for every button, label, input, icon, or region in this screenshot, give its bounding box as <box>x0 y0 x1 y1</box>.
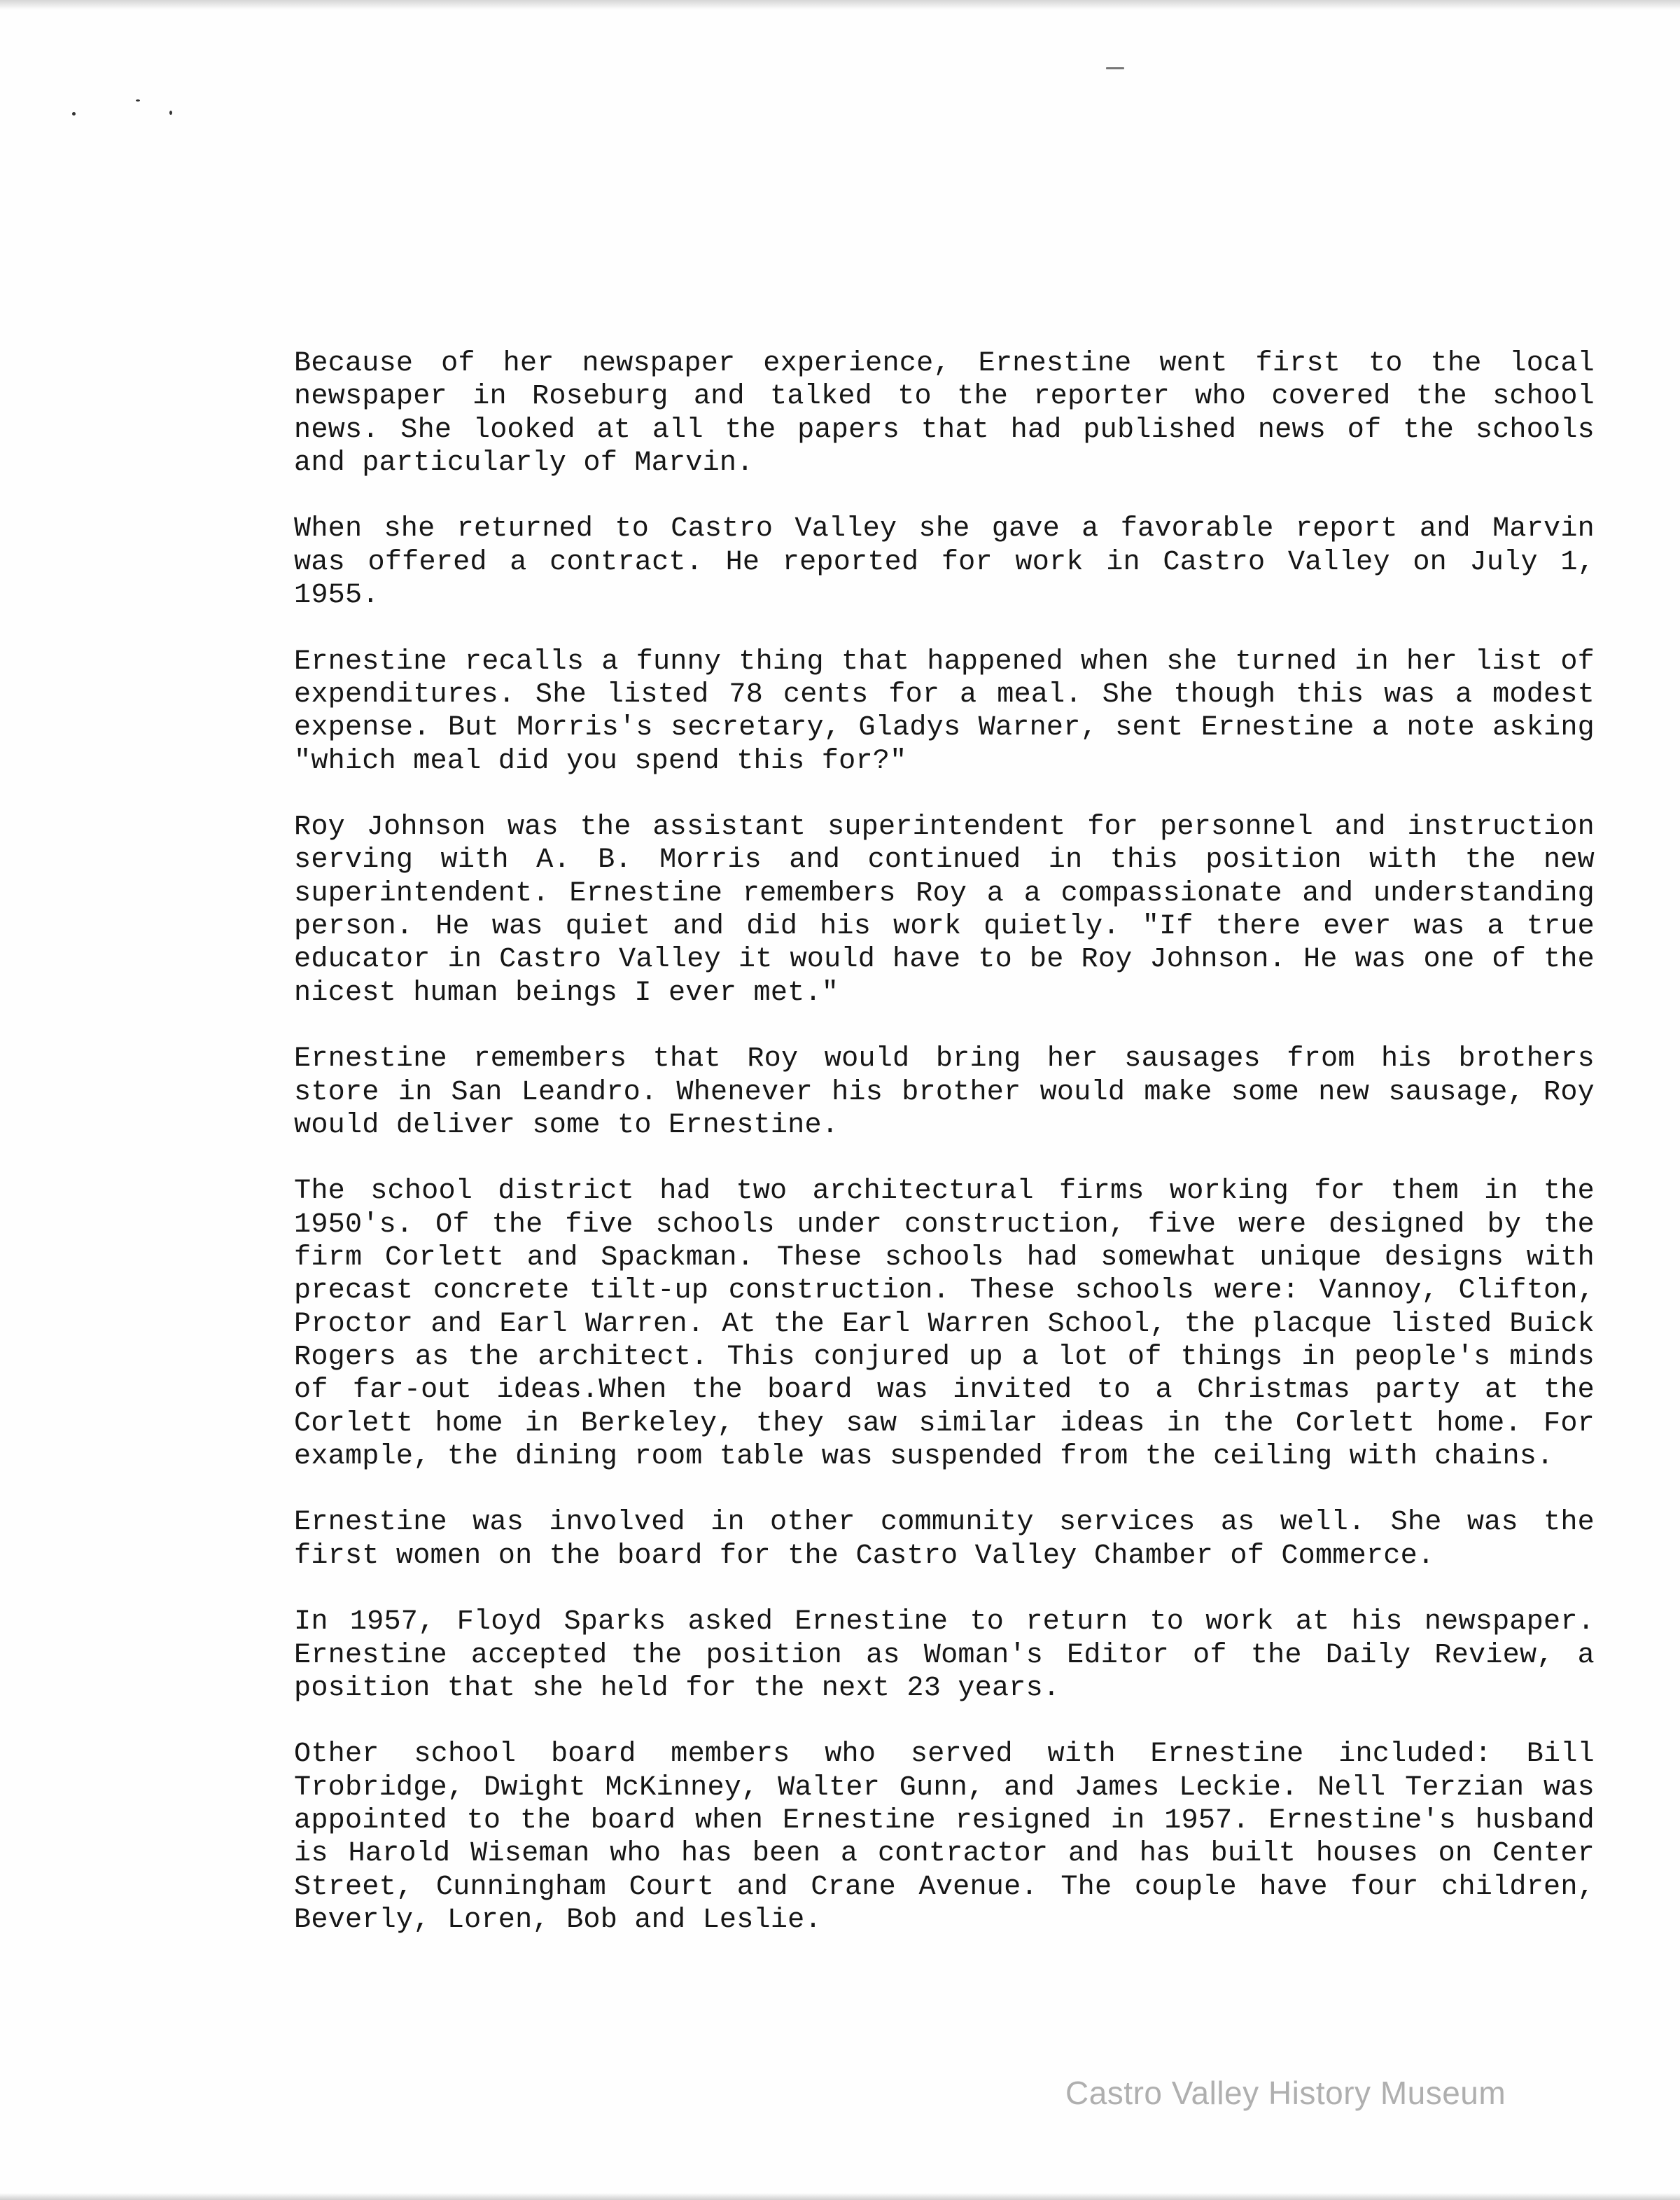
page-top-edge <box>0 0 1680 10</box>
paragraph: Ernestine was involved in other community services as well. She was the first women on the board for the Castro Valley Chamber of Commerce. <box>294 1507 1595 1572</box>
paragraph: Other school board members who served with Ernestine included: Bill Trobridge, Dwight McKinney, Walter Gunn, and James Leckie. Nell Terzian was appointed to the board when Ernestine resigned in 1957. Ernestine's husband is Harold Wiseman who has been a contractor and has built houses on Center Street, Cunningham Court and Crane Avenue. The couple have four children, Beverly, Loren, Bob and Leslie. <box>294 1739 1595 1936</box>
paragraph: When she returned to Castro Valley she gave a favorable report and Marvin was offered a contract. He reported for work in Castro Valley on July 1, 1955. <box>294 513 1595 612</box>
scan-speck <box>1106 67 1124 69</box>
scan-speck <box>169 111 172 115</box>
paragraph: The school district had two architectural firms working for them in the 1950's. Of the five schools under construction, five were designed by the firm Corlett and Spackman. These schools had somewhat unique designs with precast concrete tilt-up construction. These schools were: Vannoy, Clifton, Proctor and Earl Warren. At the Earl Warren School, the placque listed Buick Rogers as the architect. This conjured up a lot of things in people's minds of far-out ideas.When the board was invited to a Christmas party at the Corlett home in Berkeley, they saw similar ideas in the Corlett home. For example, the dining room table was suspended from the ceiling with chains. <box>294 1176 1595 1473</box>
paragraph: Ernestine remembers that Roy would bring her sausages from his brothers store in San Leandro. Whenever his brother would make some new sausage, Roy would deliver some to Ernestine. <box>294 1043 1595 1141</box>
paragraph: Roy Johnson was the assistant superintendent for personnel and instruction serving with A. B. Morris and continued in this position with the new superintendent. Ernestine remembers Roy a a compassionate and understanding person. He was quiet and did his work quietly. "If there ever was a true educator in Castro Valley it would have to be Roy Johnson. He was one of the nicest human beings I ever met." <box>294 812 1595 1009</box>
paragraph: Because of her newspaper experience, Ernestine went first to the local newspaper in Roseburg and talked to the reporter who covered the school news. She looked at all the papers that had published news of the schools and particularly of Marvin. <box>294 348 1595 479</box>
watermark: Castro Valley History Museum <box>1065 2075 1506 2111</box>
scan-speck <box>72 112 76 116</box>
paragraph: Ernestine recalls a funny thing that happened when she turned in her list of expenditures. She listed 78 cents for a meal. She though this was a modest expense. But Morris's secretary, Gladys Warner, sent Ernestine a note asking "which meal did you spend this for?" <box>294 646 1595 777</box>
paragraph: In 1957, Floyd Sparks asked Ernestine to return to work at his newspaper. Ernestine accepted the position as Woman's Editor of the Daily Review, a position that she held for the next 23 years. <box>294 1606 1595 1704</box>
scan-speck <box>136 99 140 102</box>
document-body <box>294 347 1595 1970</box>
page-bottom-edge <box>0 2193 1680 2200</box>
